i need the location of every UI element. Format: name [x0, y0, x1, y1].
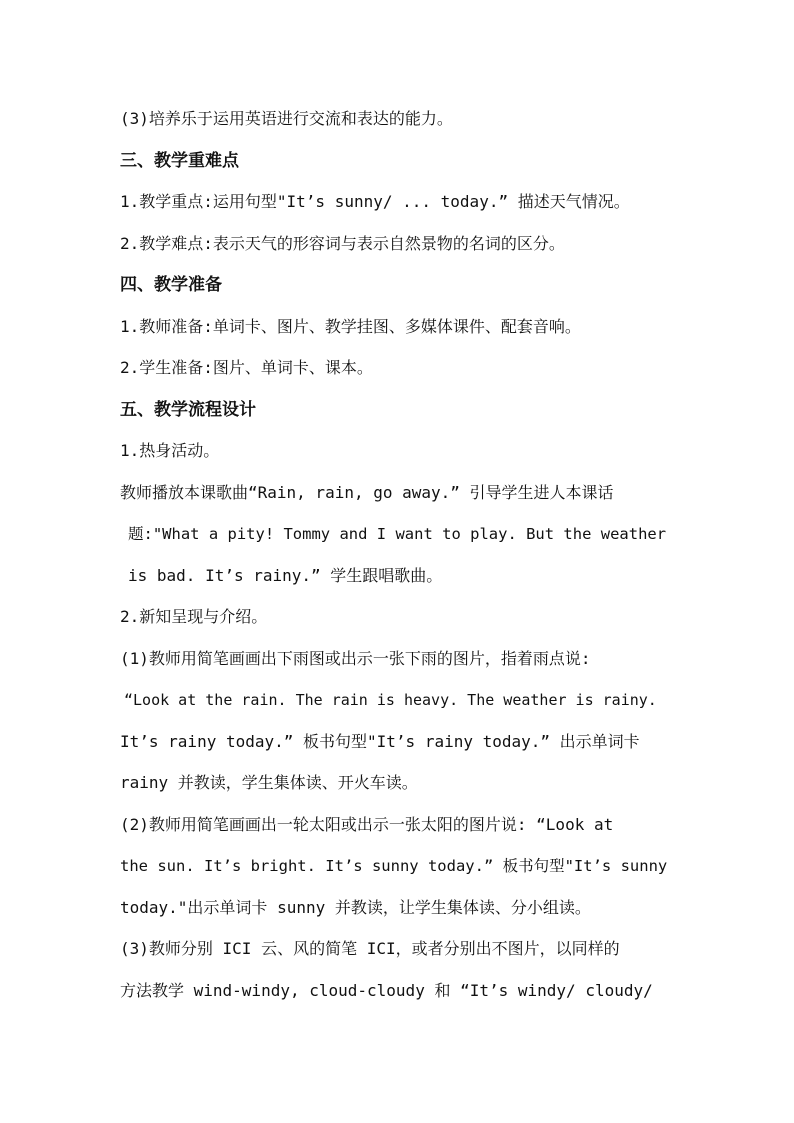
text-line: (3)培养乐于运用英语进行交流和表达的能力。 [120, 109, 453, 128]
text-line: (1)教师用简笔画画出下雨图或出示一张下雨的图片，指着雨点说: [120, 649, 591, 668]
section-heading: 五、教学流程设计 [120, 400, 256, 420]
text-line: “Look at the rain. The rain is heavy. The weather is rainy. [124, 691, 657, 709]
text-line: 题:"What a pity! Tommy and I want to play. But the weather [128, 525, 667, 543]
text-line: It’s rainy today.” 板书句型"It’s rainy today.” 出示单词卡 [120, 732, 640, 751]
text-line: (2)教师用简笔画画出一轮太阳或出示一张太阳的图片说: “Look at [120, 815, 614, 834]
text-line: rainy 并教读，学生集体读、开火车读。 [120, 773, 418, 792]
text-line: 1.热身活动。 [120, 441, 220, 460]
text-line: (3)教师分别 ICI 云、风的简笔 ICI，或者分别出不图片，以同样的 [120, 939, 620, 958]
text-line: 1.教师准备:单词卡、图片、教学挂图、多媒体课件、配套音响。 [120, 317, 581, 336]
text-line: today."出示单词卡 sunny 并教读，让学生集体读、分小组读。 [120, 898, 591, 917]
text-line: is bad. It’s rainy.” 学生跟唱歌曲。 [128, 566, 443, 585]
text-line: 方法教学 wind-windy, cloud-cloudy 和 “It’s windy/ cloudy/ [120, 981, 653, 1000]
section-heading: 四、教学准备 [120, 275, 222, 295]
text-line: the sun. It’s bright. It’s sunny today.” 板书句型"It’s sunny [120, 857, 668, 875]
text-line: 2.学生准备:图片、单词卡、课本。 [120, 358, 373, 377]
text-line: 教师播放本课歌曲“Rain, rain, go away.” 引导学生进人本课话 [120, 483, 614, 502]
text-line: 1.教学重点:运用句型"It’s sunny/ ... today.” 描述天气情况。 [120, 192, 630, 211]
text-line: 2.新知呈现与介绍。 [120, 607, 268, 626]
section-heading: 三、教学重难点 [120, 151, 239, 171]
text-line: 2.教学难点:表示天气的形容词与表示自然景物的名词的区分。 [120, 234, 565, 253]
